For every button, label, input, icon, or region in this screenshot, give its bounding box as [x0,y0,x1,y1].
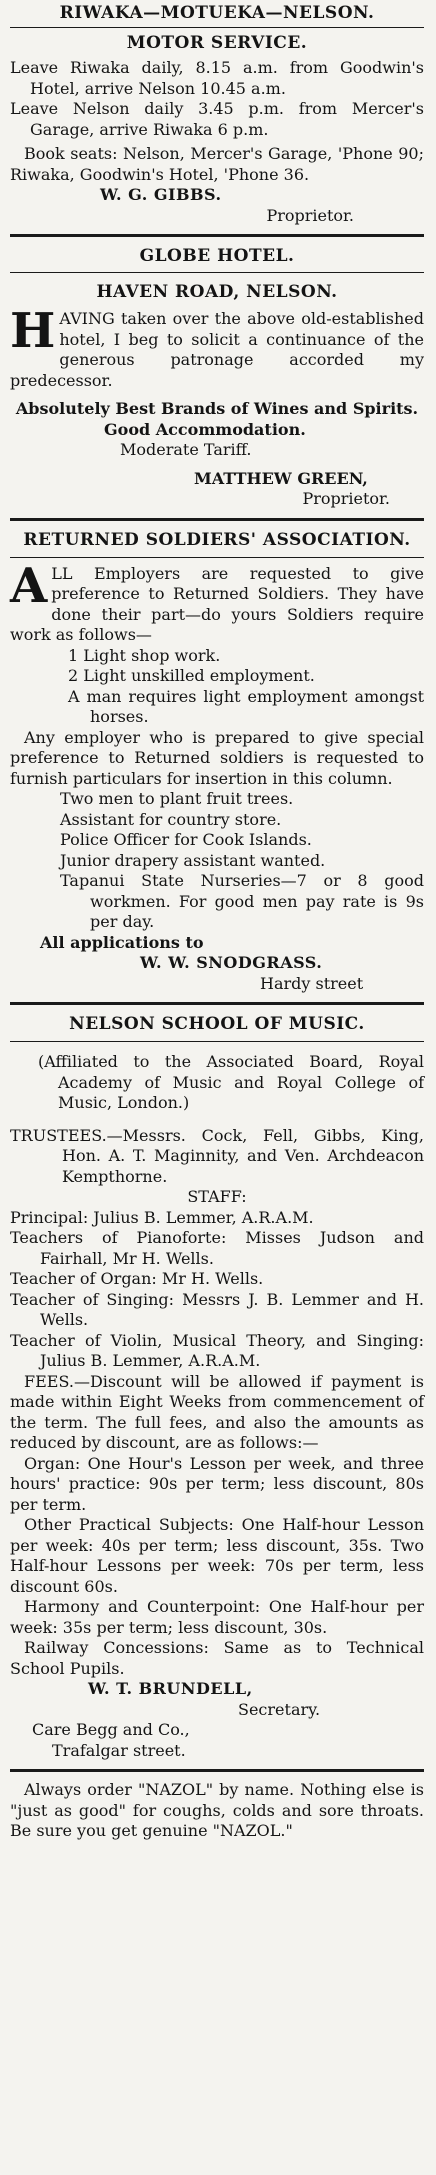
request-item: Two men to plant fruit trees. [60,789,294,808]
ad-subtitle: MOTOR SERVICE. [126,33,308,53]
globe-hotel-ad [10,245,424,510]
ad-title: GLOBE HOTEL. [139,246,295,266]
ad-intro-text: LL Employers are requested to give preference to Returned Soldiers. They have done their part—do yours Soldiers require work as follows— [10,563,424,644]
request-item: Assistant for country store. [60,809,282,829]
principal: Principal: Julius B. Lemmer, A.R.A.M. [10,1207,314,1227]
divider [10,1041,424,1042]
applications-line: All applications to [40,932,204,952]
ad-address: Hardy street [260,973,364,993]
divider [10,557,424,558]
section-rule [10,1769,424,1772]
ad-signature: MATTHEW GREEN, [194,468,368,488]
ad-title: RIWAKA—MOTUEKA—NELSON. [59,3,375,23]
ad-subtitle: HAVEN ROAD, NELSON. [96,282,338,302]
ad-title: RETURNED SOLDIERS' ASSOCIATION. [23,529,411,550]
violin-teacher: Teacher of Violin, Musical Theory, and Singing: Julius B. Lemmer, A.R.A.M. [10,1330,424,1370]
brands-line: Absolutely Best Brands of Wines and Spirits. [15,399,419,418]
ad-role: Secretary. [238,1699,321,1719]
ad-body-text: AVING taken over the above old-established hotel, I beg to solicit a continuance of the generous patronage accorded my predecessor. [10,309,424,390]
harmony-fee: Harmony and Counterpoint: One Half-hour per week: 35s per term; less discount, 30s. [10,1597,424,1637]
section-rule [10,1002,424,1005]
request-item: Tapanui State Nurseries—7 or 8 good workmen. For good men pay rate is 9s per day. [60,871,424,931]
list-item: 1 Light shop work. [68,645,221,665]
list-item: 2 Light unskilled employment. [68,666,315,685]
ad-signature: W. T. BRUNDELL, [88,1679,253,1698]
organ-teacher: Teacher of Organ: Mr H. Wells. [10,1269,264,1288]
ad-signature: W. G. GIBBS. [100,185,222,204]
section-rule [10,234,424,237]
affiliation: (Affiliated to the Associated Board, Royal Academy of Music and Royal College of Music, London.) [38,1052,424,1112]
nazol-ad [10,1780,424,1842]
returned-soldiers-ad [10,529,424,995]
schedule-line: Leave Riwaka daily, 8.15 a.m. from Goodwin's Hotel, arrive Nelson 10.45 a.m. [10,58,424,98]
drop-cap: H [10,303,56,359]
motor-service-ad [10,0,424,226]
ad-role: Proprietor. [302,489,390,508]
drop-cap: A [10,557,48,614]
organ-fee: Organ: One Hour's Lesson per week, and three hours' practice: 90s per term; less discount, 80s per term. [10,1453,424,1514]
request-item: Police Officer for Cook Islands. [60,830,312,849]
ad-body [10,303,424,391]
divider [10,27,424,28]
section-rule [10,518,424,521]
ad-title: NELSON SCHOOL OF MUSIC. [69,1014,365,1034]
ad-signature: W. W. SNODGRASS. [140,953,323,972]
staff-heading: STAFF: [187,1187,247,1206]
divider [10,272,424,273]
singing-teacher: Teacher of Singing: Messrs J. B. Lemmer and H. Wells. [10,1289,424,1329]
ad-intro [10,557,424,646]
railway-concessions: Railway Concessions: Same as to Technical School Pupils. [10,1638,424,1678]
nazol-text: Always order "NAZOL" by name. Nothing else is "just as good" for coughs, colds and sore throats. Be sure you get genuine "NAZOL." [10,1780,424,1840]
list-item: A man requires light employment amongst horses. [68,686,424,726]
tariff-line: Moderate Tariff. [120,440,252,459]
care-of-line: Care Begg and Co., [32,1720,190,1739]
street-line: Trafalgar street. [52,1740,186,1760]
school-of-music-ad [10,1013,424,1761]
trustees: TRUSTEES.—Messrs. Cock, Fell, Gibbs, King, Hon. A. T. Maginnity, and Ven. Archdeacon Kempthorne. [10,1125,424,1186]
booking-info: Book seats: Nelson, Mercer's Garage, 'Phone 90; Riwaka, Goodwin's Hotel, 'Phone 36. [10,144,424,184]
pianoforte-teachers: Teachers of Pianoforte: Misses Judson and Fairhall, Mr H. Wells. [10,1228,424,1268]
ad-paragraph: Any employer who is prepared to give special preference to Returned soldiers is requested to furnish particulars for insertion in this column. [10,727,424,788]
ad-role: Proprietor. [266,205,354,225]
fees-paragraph: FEES.—Discount will be allowed if payment is made within Eight Weeks from commencement of the term. The full fees, and also the amounts as reduced by discount, are as follows:— [10,1371,424,1452]
request-item: Junior drapery assistant wanted. [60,850,326,870]
other-subjects-fee: Other Practical Subjects: One Half-hour Lesson per week: 40s per term; less discount, 35s. Two Half-hour Lessons per week: 70s per term, less discount 60s. [10,1515,424,1596]
schedule-line: Leave Nelson daily 3.45 p.m. from Mercer's Garage, arrive Riwaka 6 p.m. [10,99,424,139]
accommodation-line: Good Accommodation. [104,419,306,439]
